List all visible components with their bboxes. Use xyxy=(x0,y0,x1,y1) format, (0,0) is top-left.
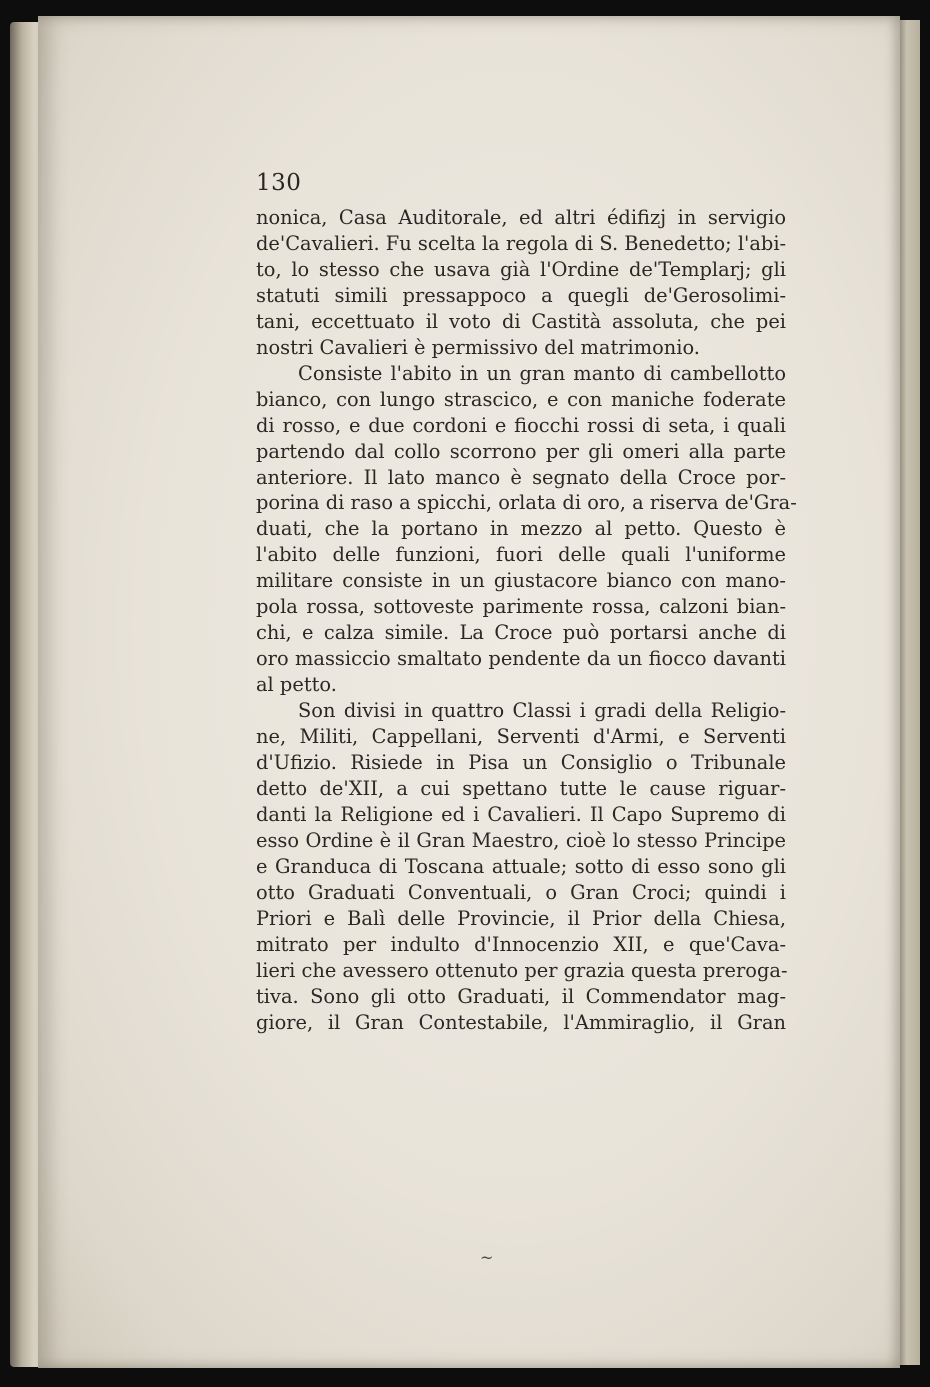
text-line: militare consiste in un giustacore bianco con mano- xyxy=(256,569,786,593)
text-line: duati, che la portano in mezzo al petto. Questo è xyxy=(256,517,786,541)
page-stack-right-edge xyxy=(898,20,920,1365)
text-line: esso Ordine è il Gran Maestro, cioè lo stesso Principe xyxy=(256,828,786,852)
text-line: danti la Religione ed i Cavalieri. Il Capo Supremo di xyxy=(256,802,786,826)
paragraph-start: Consiste l'abito in un gran manto di cambellotto xyxy=(298,361,786,385)
text-line: detto de'XII, a cui spettano tutte le cause riguar- xyxy=(256,776,786,800)
paragraph-start: Son divisi in quattro Classi i gradi della Religio- xyxy=(298,699,786,723)
text-line: otto Graduati Conventuali, o Gran Croci; quindi i xyxy=(256,880,786,904)
body-text xyxy=(256,205,797,1036)
text-line: oro massiccio smaltato pendente da un fiocco davanti xyxy=(256,647,786,671)
text-line: ne, Militi, Cappellani, Serventi d'Armi, e Serventi xyxy=(256,725,786,749)
text-line: l'abito delle funzioni, fuori delle quali l'uniforme xyxy=(256,543,786,567)
text-line: d'Ufizio. Risiede in Pisa un Consiglio o Tribunale xyxy=(256,751,786,775)
text-line: nostri Cavalieri è permissivo del matrimonio. xyxy=(256,335,700,359)
text-line: porina di raso a spicchi, orlata di oro, a riserva de'Gra- xyxy=(256,491,797,515)
page-number: 130 xyxy=(256,170,302,196)
ink-speck: ~ xyxy=(480,1248,494,1267)
text-line: nonica, Casa Auditorale, ed altri édifizj in servigio xyxy=(256,206,786,229)
text-line: partendo dal collo scorrono per gli omeri alla parte xyxy=(256,439,786,463)
text-line: bianco, con lungo strascico, e con maniche foderate xyxy=(256,387,786,411)
text-line: Priori e Balì delle Provincie, il Prior della Chiesa, xyxy=(256,906,786,930)
text-line: anteriore. Il lato manco è segnato della Croce por- xyxy=(256,465,786,489)
text-line: mitrato per indulto d'Innocenzio XII, e que'Cava- xyxy=(256,932,786,956)
text-line: statuti simili pressappoco a quegli de'Gerosolimi- xyxy=(256,283,786,307)
text-line: al petto. xyxy=(256,673,337,697)
text-line: pola rossa, sottoveste parimente rossa, calzoni bian- xyxy=(256,595,786,619)
text-line: di rosso, e due cordoni e fiocchi rossi di seta, i quali xyxy=(256,413,786,437)
text-line: tani, eccettuato il voto di Castità assoluta, che pei xyxy=(256,309,786,333)
text-line: de'Cavalieri. Fu scelta la regola di S. Benedetto; l'abi- xyxy=(256,231,787,255)
text-line: to, lo stesso che usava già l'Ordine de'Templarj; gli xyxy=(256,257,786,281)
text-line: giore, il Gran Contestabile, l'Ammiraglio, il Gran xyxy=(256,1010,786,1034)
text-line: tiva. Sono gli otto Graduati, il Commendator mag- xyxy=(256,984,786,1008)
text-line: chi, e calza simile. La Croce può portarsi anche di xyxy=(256,621,786,645)
text-line: lieri che avessero ottenuto per grazia questa preroga- xyxy=(256,958,788,982)
text-line: e Granduca di Toscana attuale; sotto di esso sono gli xyxy=(256,854,786,878)
